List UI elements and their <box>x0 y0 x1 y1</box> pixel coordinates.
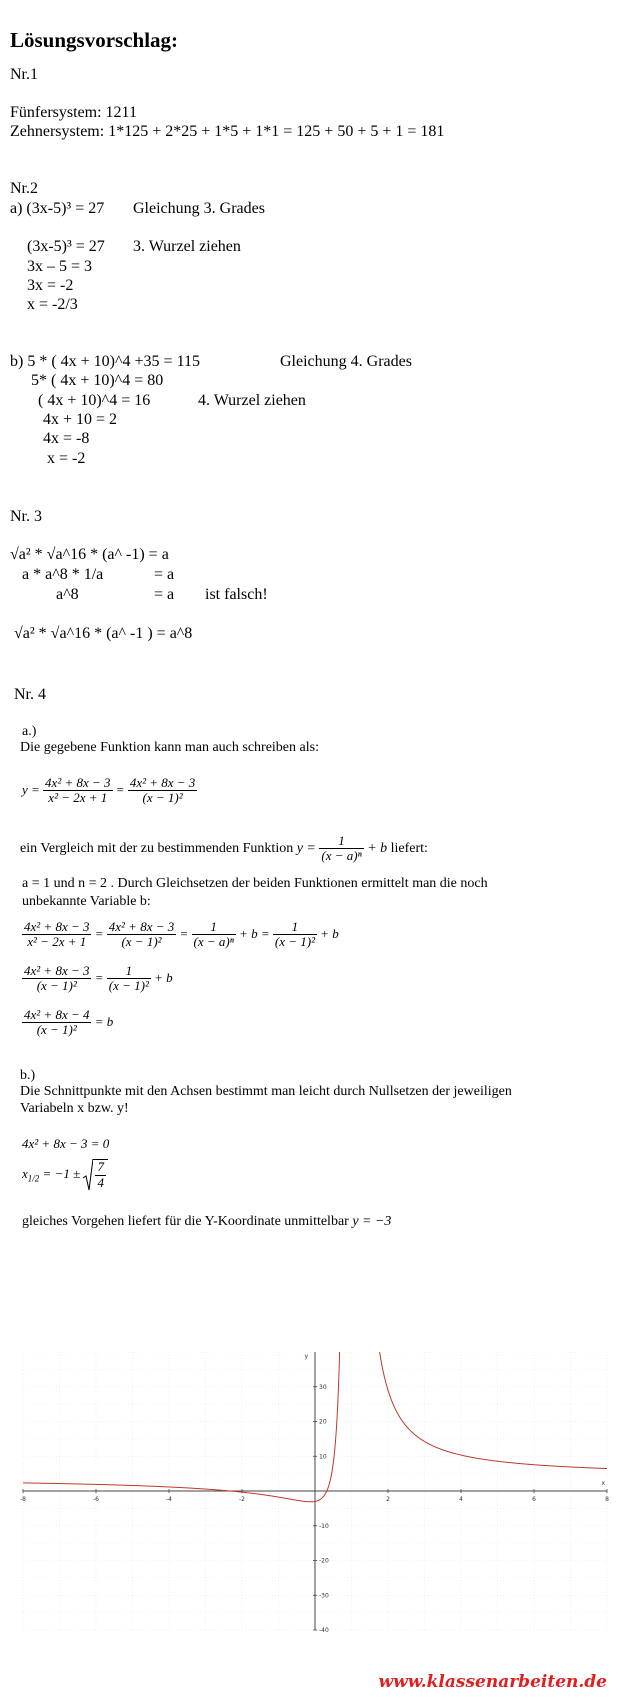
y-axis-label: y <box>304 1353 308 1360</box>
comparison-plus-b: + b <box>367 841 388 857</box>
solution-rhs: = −1 ± <box>42 1165 81 1181</box>
task-3-line-2: a * a^8 * 1/a <box>22 566 104 583</box>
row3-frac-1-num: 4x² + 8x − 4 <box>24 1007 90 1022</box>
row1-frac-1 <box>22 920 91 950</box>
row1-frac-2-num: 4x² + 8x − 3 <box>108 919 175 934</box>
y-intercept-value: y = −3 <box>352 1214 392 1229</box>
row1-frac-1-den: x² − 2x + 1 <box>27 934 87 950</box>
task-2-label: Nr.2 <box>10 180 38 197</box>
row2-frac-2-num: 1 <box>107 964 151 979</box>
task-3-correction: √a² * √a^16 * (a^ -1 ) = a^8 <box>14 625 193 642</box>
task-1-line-1: Fünfersystem: 1211 <box>10 104 137 121</box>
fraction-2-den: (x − 1)² <box>142 790 183 806</box>
row1-end: + b <box>320 925 339 941</box>
radical-sign-icon <box>83 1158 93 1192</box>
fraction-2 <box>128 776 197 806</box>
task-2a-heading: a) (3x-5)³ = 27 <box>10 200 105 217</box>
x-tick-label: -8 <box>20 1496 26 1503</box>
task-2b-step-4: 4x = -8 <box>43 430 90 447</box>
row2-frac-2-den: (x − 1)² <box>108 978 149 994</box>
row2-frac-2 <box>107 964 151 994</box>
comparison-fraction-den: (x − a)ⁿ <box>321 848 362 864</box>
x-axis-label: x <box>601 1480 605 1487</box>
y-equals: y = <box>22 781 40 797</box>
x-tick-label: -2 <box>239 1496 245 1503</box>
task-4a-text: Die gegebene Funktion kann man auch schreiben als: <box>20 740 319 755</box>
task-3-verdict: ist falsch! <box>205 586 268 603</box>
row2-eq: = <box>94 969 104 985</box>
fraction-1-den: x² − 2x + 1 <box>48 790 108 806</box>
row1-frac-1-num: 4x² + 8x − 3 <box>24 919 90 934</box>
task-4a-text-3: unbekannte Variable b: <box>22 894 151 909</box>
task-2a-step-1: (3x-5)³ = 27 <box>27 238 105 255</box>
task-2b-type: Gleichung 4. Grades <box>280 353 412 370</box>
task-3-label: Nr. 3 <box>10 508 42 525</box>
task-4a-equation <box>22 776 197 806</box>
row1-frac-4 <box>273 920 317 950</box>
task-2a-type: Gleichung 3. Grades <box>133 200 265 217</box>
x-tick-label: 2 <box>386 1496 390 1503</box>
row1-frac-3-num: 1 <box>192 920 236 935</box>
task-3-line-2-result: = a <box>154 566 175 583</box>
row2-frac-1-den: (x − 1)² <box>36 978 77 994</box>
row1-plus-b: + b = <box>239 925 270 941</box>
sqrt-icon <box>83 1158 108 1192</box>
equals-sign: = <box>115 781 125 797</box>
task-2b-step-3: 4x + 10 = 2 <box>43 411 118 428</box>
row3-frac-1 <box>22 1008 91 1038</box>
row1-frac-4-num: 1 <box>273 920 317 935</box>
fraction-1 <box>43 776 112 806</box>
sqrt-num: 7 <box>97 1159 104 1175</box>
x-tick-label: 6 <box>532 1496 536 1503</box>
watermark-logo: www.klassenarbeiten.de <box>378 1672 607 1692</box>
x-tick-label: 8 <box>605 1496 609 1503</box>
task-4a-row-3 <box>22 1008 113 1038</box>
task-2b-step-5: x = -2 <box>47 450 86 467</box>
task-2a-step-4: x = -2/3 <box>27 296 78 313</box>
x-tick-label: -6 <box>93 1496 99 1503</box>
x-tick-label: -4 <box>166 1496 172 1503</box>
comparison-y: y = <box>296 841 316 857</box>
row1-frac-2-den: (x − 1)² <box>121 934 162 950</box>
task-4a-row-2 <box>22 964 173 994</box>
comparison-after: liefert: <box>390 841 428 857</box>
task-4a-row-1 <box>22 920 339 950</box>
task-4b-label: b.) <box>20 1068 36 1083</box>
curve-left-branch <box>23 1352 340 1502</box>
task-4-label: Nr. 4 <box>14 686 46 703</box>
row1-eq-2: = <box>179 925 189 941</box>
y-tick-label: 30 <box>319 1383 327 1391</box>
task-2a-step-2: 3x – 5 = 3 <box>27 258 93 275</box>
fraction-2-num: 4x² + 8x − 3 <box>129 775 196 790</box>
row1-frac-4-den: (x − 1)² <box>274 934 315 950</box>
row1-eq-1: = <box>94 925 104 941</box>
task-4b-y-intercept <box>22 1214 391 1230</box>
task-2a-step-1-note: 3. Wurzel ziehen <box>133 238 241 255</box>
y-tick-label: -20 <box>319 1557 329 1565</box>
page-title: Lösungsvorschlag: <box>10 28 179 52</box>
x-subscript: 1/2 <box>27 1173 40 1184</box>
function-plot <box>20 1352 610 1634</box>
y-tick-label: 10 <box>319 1453 327 1461</box>
y-tick-label: 20 <box>319 1418 327 1426</box>
x-tick-label: 4 <box>459 1496 463 1503</box>
row2-frac-1-num: 4x² + 8x − 3 <box>24 963 90 978</box>
task-4a-label: a.) <box>22 724 37 739</box>
task-3-line-3: a^8 <box>56 586 79 603</box>
row1-frac-3 <box>192 920 236 950</box>
row2-frac-1 <box>22 964 91 994</box>
comparison-fraction-num: 1 <box>319 834 363 849</box>
task-3-line-1: √a² * √a^16 * (a^ -1) = a <box>10 546 169 563</box>
task-2b-step-1: 5* ( 4x + 10)^4 = 80 <box>31 372 164 389</box>
comparison-fraction <box>319 834 363 864</box>
row1-frac-3-den: (x − a)ⁿ <box>193 934 234 950</box>
y-tick-label: -40 <box>319 1627 329 1634</box>
task-4a-text-2: a = 1 und n = 2 . Durch Gleichsetzen der beiden Funktionen ermittelt man die noch <box>22 876 488 891</box>
y-tick-label: -10 <box>319 1522 329 1530</box>
task-1-line-2: Zehnersystem: 1*125 + 2*25 + 1*5 + 1*1 = 125 + 50 + 5 + 1 = 181 <box>10 123 445 140</box>
task-2b-step-2-note: 4. Wurzel ziehen <box>198 392 306 409</box>
x-symbol: x <box>22 1165 28 1181</box>
task-2a-step-3: 3x = -2 <box>27 277 74 294</box>
sqrt-den: 4 <box>97 1174 104 1190</box>
row3-frac-1-den: (x − 1)² <box>36 1022 77 1038</box>
comparison-text: ein Vergleich mit der zu bestimmenden Funktion <box>20 841 294 857</box>
row1-frac-2 <box>107 920 176 950</box>
y-intercept-text: gleiches Vorgehen liefert für die Y-Koordinate unmittelbar <box>22 1214 349 1229</box>
task-2b-heading: b) 5 * ( 4x + 10)^4 +35 = 115 <box>10 353 200 370</box>
task-4b-text-1: Die Schnittpunkte mit den Achsen bestimmt man leicht durch Nullsetzen der jeweiligen <box>20 1084 512 1099</box>
y-tick-label: -30 <box>319 1592 329 1600</box>
row2-end: + b <box>154 969 173 985</box>
task-3-line-3-result: = a <box>154 586 175 603</box>
task-4a-comparison <box>20 834 428 864</box>
task-4b-quadratic: 4x² + 8x − 3 = 0 <box>22 1136 110 1151</box>
task-4b-text-2: Variabeln x bzw. y! <box>20 1101 129 1116</box>
fraction-1-num: 4x² + 8x − 3 <box>45 775 111 790</box>
task-4b-solution <box>22 1158 108 1192</box>
task-2b-step-2: ( 4x + 10)^4 = 16 <box>38 392 151 409</box>
task-1-label: Nr.1 <box>10 66 38 83</box>
row3-end: = b <box>94 1013 114 1029</box>
